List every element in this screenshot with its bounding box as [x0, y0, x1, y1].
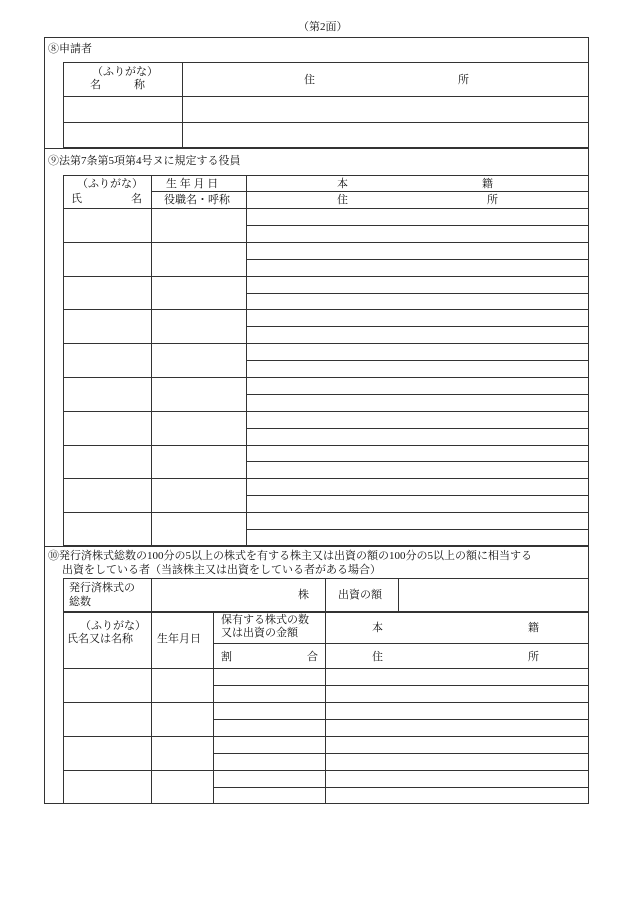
s8-name-cell-1[interactable]	[64, 97, 182, 122]
s9-address-label-1: 住	[337, 194, 348, 206]
officer-dob-position-cell[interactable]	[152, 344, 245, 377]
officer-address-cell[interactable]	[247, 496, 588, 512]
shareholder-name-cell[interactable]	[64, 669, 150, 702]
officer-address-cell[interactable]	[247, 327, 588, 343]
officer-honseki-cell[interactable]	[247, 378, 588, 394]
officer-address-cell[interactable]	[247, 395, 588, 411]
officer-honseki-cell[interactable]	[247, 344, 588, 360]
shareholder-name-cell[interactable]	[64, 771, 150, 804]
s10-honseki-label-1: 本	[372, 622, 383, 634]
s10-honseki-label-2: 籍	[528, 622, 539, 634]
officer-honseki-cell[interactable]	[247, 209, 588, 225]
s9-furigana-label: （ふりがな）	[77, 178, 143, 190]
officer-address-cell[interactable]	[247, 530, 588, 546]
officer-name-cell[interactable]	[64, 479, 150, 512]
officer-dob-position-cell[interactable]	[152, 513, 245, 546]
officer-name-cell[interactable]	[64, 513, 150, 546]
shareholder-holdings-cell[interactable]	[214, 771, 324, 787]
officer-address-cell[interactable]	[247, 260, 588, 276]
shareholder-dob-cell[interactable]	[152, 737, 212, 770]
shareholder-address-cell[interactable]	[326, 754, 588, 770]
shareholder-address-cell[interactable]	[326, 720, 588, 736]
s9-position-label: 役職名・呼称	[164, 194, 230, 206]
shareholder-address-cell[interactable]	[326, 788, 588, 804]
officer-address-cell[interactable]	[247, 429, 588, 445]
shareholder-ratio-cell[interactable]	[214, 686, 324, 702]
officer-address-cell[interactable]	[247, 462, 588, 478]
s10-furigana-label: （ふりがな）	[80, 620, 146, 632]
s9-honseki-label-1: 本	[337, 178, 348, 190]
section-10-title-line1: ⑩発行済株式総数の100分の5以上の株式を有する株主又は出資の額の100分の5以上の額に相当する	[48, 550, 532, 562]
officer-honseki-cell[interactable]	[247, 513, 588, 529]
officer-address-cell[interactable]	[247, 294, 588, 310]
officer-name-cell[interactable]	[64, 412, 150, 445]
shareholder-holdings-cell[interactable]	[214, 703, 324, 719]
s9-name-label-1: 氏	[71, 193, 82, 205]
officer-name-cell[interactable]	[64, 344, 150, 377]
officer-honseki-cell[interactable]	[247, 446, 588, 462]
shareholder-honseki-cell[interactable]	[326, 703, 588, 719]
shareholder-dob-cell[interactable]	[152, 703, 212, 736]
officer-name-cell[interactable]	[64, 209, 150, 242]
s10-name-label: 氏名又は名称	[67, 633, 133, 645]
officer-dob-position-cell[interactable]	[152, 277, 245, 310]
shareholder-ratio-cell[interactable]	[214, 720, 324, 736]
s8-name-label: 名 称	[90, 79, 145, 91]
s10-ratio-label-1: 割	[221, 651, 232, 663]
shareholder-name-cell[interactable]	[64, 703, 150, 736]
officer-dob-position-cell[interactable]	[152, 378, 245, 411]
s8-address-label-2: 所	[458, 74, 469, 86]
officer-dob-position-cell[interactable]	[152, 446, 245, 479]
officer-honseki-cell[interactable]	[247, 479, 588, 495]
shareholder-holdings-cell[interactable]	[214, 737, 324, 753]
shareholder-ratio-cell[interactable]	[214, 754, 324, 770]
s10-total-shares-label-2: 総数	[69, 596, 91, 608]
section-10-title-line2: 出資をしている者（当該株主又は出資をしている者がある場合）	[62, 564, 381, 576]
officer-honseki-cell[interactable]	[247, 412, 588, 428]
officer-honseki-cell[interactable]	[247, 243, 588, 259]
s10-address-label-1: 住	[372, 651, 383, 663]
s10-total-shares-label-1: 発行済株式の	[69, 582, 135, 594]
officer-dob-position-cell[interactable]	[152, 243, 245, 276]
s10-holdings-label-2: 又は出資の金額	[221, 627, 298, 639]
officer-address-cell[interactable]	[247, 226, 588, 242]
s9-dob-label: 生 年 月 日	[166, 178, 219, 190]
shareholder-honseki-cell[interactable]	[326, 737, 588, 753]
s10-dob-label: 生年月日	[157, 633, 201, 645]
officer-name-cell[interactable]	[64, 277, 150, 310]
shareholder-honseki-cell[interactable]	[326, 771, 588, 787]
officer-honseki-cell[interactable]	[247, 277, 588, 293]
shareholder-dob-cell[interactable]	[152, 669, 212, 702]
officer-address-cell[interactable]	[247, 361, 588, 377]
s10-investment-label: 出資の額	[338, 589, 382, 601]
officer-dob-position-cell[interactable]	[152, 412, 245, 445]
s10-investment-input[interactable]	[399, 579, 588, 611]
officer-dob-position-cell[interactable]	[152, 209, 245, 242]
s8-address-cell-2[interactable]	[183, 123, 588, 148]
officer-name-cell[interactable]	[64, 310, 150, 343]
shareholder-address-cell[interactable]	[326, 686, 588, 702]
section-9-title: ⑨法第7条第5項第4号ヌに規定する役員	[48, 155, 241, 167]
officer-dob-position-cell[interactable]	[152, 479, 245, 512]
officer-name-cell[interactable]	[64, 446, 150, 479]
s9-honseki-label-2: 籍	[482, 178, 493, 190]
page-label: （第2面）	[298, 21, 348, 33]
s10-holdings-label-1: 保有する株式の数	[221, 614, 309, 626]
s10-address-label-2: 所	[528, 651, 539, 663]
s8-furigana-label: （ふりがな）	[92, 66, 158, 78]
shareholder-ratio-cell[interactable]	[214, 788, 324, 804]
s8-address-label-1: 住	[304, 74, 315, 86]
section-8-title: ⑧申請者	[48, 43, 92, 55]
shareholder-honseki-cell[interactable]	[326, 669, 588, 685]
s9-name-label-2: 名	[131, 193, 142, 205]
shareholder-name-cell[interactable]	[64, 737, 150, 770]
s8-name-cell-2[interactable]	[64, 123, 182, 148]
officer-name-cell[interactable]	[64, 243, 150, 276]
shareholder-holdings-cell[interactable]	[214, 669, 324, 685]
s9-address-label-2: 所	[487, 194, 498, 206]
officer-honseki-cell[interactable]	[247, 310, 588, 326]
s8-address-cell-1[interactable]	[183, 97, 588, 122]
shareholder-dob-cell[interactable]	[152, 771, 212, 804]
s10-shares-unit: 株	[298, 589, 309, 601]
officer-dob-position-cell[interactable]	[152, 310, 245, 343]
s10-total-shares-input[interactable]	[152, 579, 292, 611]
officer-name-cell[interactable]	[64, 378, 150, 411]
s10-ratio-label-2: 合	[307, 651, 318, 663]
